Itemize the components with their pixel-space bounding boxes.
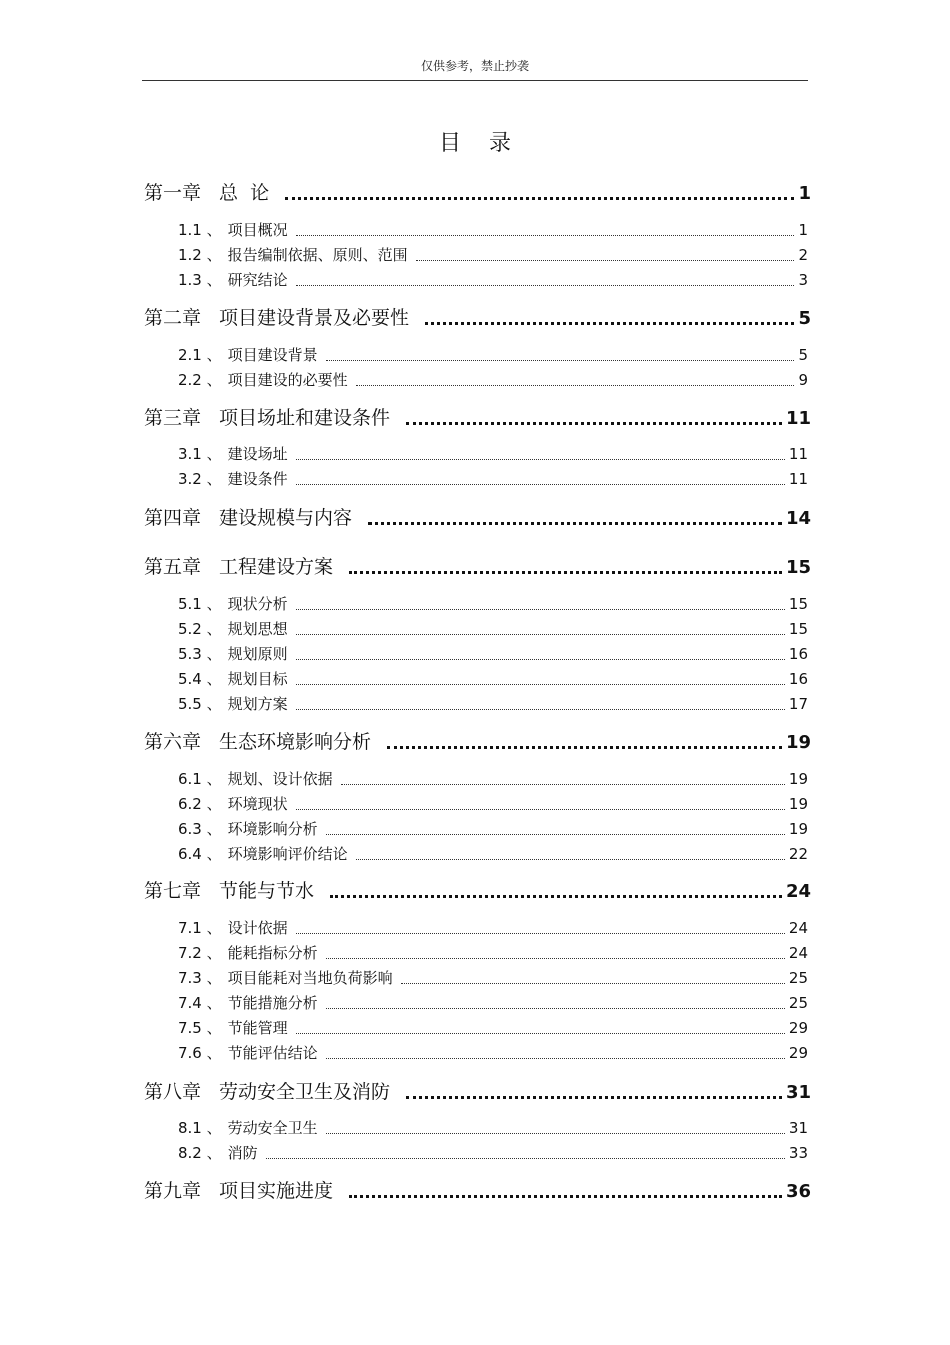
toc-entry-page-number: 31 xyxy=(785,1082,811,1103)
dot-leader xyxy=(326,958,785,959)
dot-leader xyxy=(326,834,785,835)
toc-entry-page-number: 15 xyxy=(788,620,808,638)
toc-entry-number: 第四章 xyxy=(144,507,202,529)
dot-leader xyxy=(387,746,782,749)
toc-entry-title: 规划方案 xyxy=(227,695,288,713)
toc-entry-title: 消防 xyxy=(227,1144,258,1162)
toc-section-entry[interactable] xyxy=(178,219,808,240)
toc-section-entry[interactable] xyxy=(178,917,808,938)
toc-entry-number: 8.1 、 xyxy=(178,1119,222,1137)
toc-entry-page-number: 14 xyxy=(785,508,811,529)
toc-entry-number: 3.1 、 xyxy=(178,445,222,463)
dot-leader xyxy=(330,895,782,898)
dot-leader xyxy=(356,859,785,860)
toc-entry-title: 节能措施分析 xyxy=(227,994,318,1012)
dot-leader xyxy=(326,1008,785,1009)
toc-entry-title: 现状分析 xyxy=(227,595,288,613)
toc-entry-title: 项目能耗对当地负荷影响 xyxy=(227,969,393,987)
toc-section-entry[interactable] xyxy=(178,793,808,814)
toc-entry-title: 规划思想 xyxy=(227,620,288,638)
dot-leader xyxy=(296,634,785,635)
dot-leader xyxy=(416,260,795,261)
toc-section-entry[interactable] xyxy=(178,1117,808,1138)
toc-entry-page-number: 19 xyxy=(788,820,808,838)
toc-entry-page-number: 33 xyxy=(788,1144,808,1162)
dot-leader xyxy=(349,571,782,574)
toc-section-entry[interactable] xyxy=(178,818,808,839)
toc-entry-page-number: 29 xyxy=(788,1019,808,1037)
toc-entry-number: 第七章 xyxy=(144,880,202,902)
toc-entry-number: 6.1 、 xyxy=(178,770,222,788)
toc-chapter-entry[interactable] xyxy=(144,1077,811,1104)
dot-leader xyxy=(285,197,794,200)
toc-entry-number: 5.3 、 xyxy=(178,645,222,663)
toc-entry-title: 规划原则 xyxy=(227,645,288,663)
toc-entry-title: 环境影响评价结论 xyxy=(227,845,348,863)
toc-section-entry[interactable] xyxy=(178,992,808,1013)
toc-entry-page-number: 25 xyxy=(788,969,808,987)
toc-entry-number: 第八章 xyxy=(144,1081,202,1103)
toc-chapter-entry[interactable] xyxy=(144,503,811,530)
toc-chapter-entry[interactable] xyxy=(144,1176,811,1203)
dot-leader xyxy=(296,484,785,485)
toc-entry-page-number: 36 xyxy=(785,1181,811,1202)
toc-entry-page-number: 9 xyxy=(798,371,808,389)
toc-entry-title: 节能管理 xyxy=(227,1019,288,1037)
toc-entry-number: 7.4 、 xyxy=(178,994,222,1012)
toc-entry-number: 1.2 、 xyxy=(178,246,222,264)
toc-entry-title: 规划目标 xyxy=(227,670,288,688)
toc-entry-number: 8.2 、 xyxy=(178,1144,222,1162)
toc-section-entry[interactable] xyxy=(178,643,808,664)
toc-chapter-entry[interactable] xyxy=(144,876,811,903)
dot-leader xyxy=(266,1158,785,1159)
toc-entry-page-number: 2 xyxy=(798,246,808,264)
toc-entry-page-number: 24 xyxy=(785,881,811,902)
toc-title: 目录 xyxy=(438,131,539,156)
toc-entry-title: 设计依据 xyxy=(227,919,288,937)
toc-entry-page-number: 16 xyxy=(788,670,808,688)
toc-entry-page-number: 24 xyxy=(788,919,808,937)
toc-section-entry[interactable] xyxy=(178,344,808,365)
toc-entry-page-number: 5 xyxy=(798,308,811,329)
toc-entry-title: 项目实施进度 xyxy=(219,1180,334,1202)
dot-leader xyxy=(296,235,795,236)
toc-entry-page-number: 31 xyxy=(788,1119,808,1137)
toc-entry-title: 项目场址和建设条件 xyxy=(219,407,391,429)
toc-entry-title: 研究结论 xyxy=(227,271,288,289)
toc-section-entry[interactable] xyxy=(178,443,808,464)
dot-leader xyxy=(406,1096,782,1099)
toc-section-entry[interactable] xyxy=(178,244,808,265)
dot-leader xyxy=(368,522,782,525)
toc-section-entry[interactable] xyxy=(178,618,808,639)
toc-section-entry[interactable] xyxy=(178,967,808,988)
toc-entry-page-number: 29 xyxy=(788,1044,808,1062)
toc-entry-page-number: 15 xyxy=(788,595,808,613)
toc-entry-number: 6.4 、 xyxy=(178,845,222,863)
dot-leader xyxy=(296,285,795,286)
dot-leader xyxy=(296,809,785,810)
toc-entry-number: 第五章 xyxy=(144,556,202,578)
toc-entry-title: 规划、设计依据 xyxy=(227,770,333,788)
toc-entry-number: 5.1 、 xyxy=(178,595,222,613)
toc-entry-title: 节能与节水 xyxy=(219,880,315,902)
toc-entry-page-number: 1 xyxy=(798,183,811,204)
toc-entry-title: 总 论 xyxy=(219,182,270,204)
toc-entry-title: 能耗指标分析 xyxy=(227,944,318,962)
toc-section-entry[interactable] xyxy=(178,668,808,689)
dot-leader xyxy=(296,684,785,685)
toc-section-entry[interactable] xyxy=(178,942,808,963)
dot-leader xyxy=(296,609,785,610)
dot-leader xyxy=(425,322,794,325)
toc-entry-page-number: 24 xyxy=(788,944,808,962)
toc-entry-page-number: 25 xyxy=(788,994,808,1012)
toc-section-entry[interactable] xyxy=(178,369,808,390)
dot-leader xyxy=(326,1058,785,1059)
toc-entry-number: 2.2 、 xyxy=(178,371,222,389)
toc-entry-number: 5.5 、 xyxy=(178,695,222,713)
toc-section-entry[interactable] xyxy=(178,468,808,489)
toc-entry-number: 2.1 、 xyxy=(178,346,222,364)
toc-entry-title: 报告编制依据、原则、范围 xyxy=(227,246,408,264)
toc-entry-number: 1.1 、 xyxy=(178,221,222,239)
toc-entry-page-number: 11 xyxy=(785,408,811,429)
dot-leader xyxy=(296,709,785,710)
toc-chapter-entry[interactable] xyxy=(144,727,811,754)
dot-leader xyxy=(296,459,785,460)
toc-entry-title: 环境现状 xyxy=(227,795,288,813)
toc-entry-number: 7.1 、 xyxy=(178,919,222,937)
toc-entry-title: 项目概况 xyxy=(227,221,288,239)
toc-entry-number: 3.2 、 xyxy=(178,470,222,488)
dot-leader xyxy=(341,784,785,785)
toc-entry-page-number: 16 xyxy=(788,645,808,663)
toc-entry-title: 生态环境影响分析 xyxy=(219,731,372,753)
dot-leader xyxy=(296,659,785,660)
toc-entry-page-number: 19 xyxy=(785,732,811,753)
header-note: 仅供参考，禁止抄袭 xyxy=(420,59,529,73)
toc-chapter-entry[interactable] xyxy=(144,552,811,579)
toc-section-entry[interactable] xyxy=(178,1142,808,1163)
toc-entry-title: 环境影响分析 xyxy=(227,820,318,838)
toc-entry-number: 7.6 、 xyxy=(178,1044,222,1062)
toc-entry-number: 第三章 xyxy=(144,407,202,429)
toc-entry-number: 第九章 xyxy=(144,1180,202,1202)
toc-entry-page-number: 5 xyxy=(798,346,808,364)
dot-leader xyxy=(296,933,785,934)
toc-chapter-entry[interactable] xyxy=(144,303,811,330)
toc-section-entry[interactable] xyxy=(178,843,808,864)
toc-entry-number: 第一章 xyxy=(144,182,202,204)
toc-entry-title: 工程建设方案 xyxy=(219,556,334,578)
toc-entry-page-number: 1 xyxy=(798,221,808,239)
dot-leader xyxy=(326,1133,785,1134)
toc-entry-title: 建设场址 xyxy=(227,445,288,463)
toc-entry-title: 建设规模与内容 xyxy=(219,507,353,529)
toc-entry-page-number: 11 xyxy=(788,470,808,488)
toc-entry-number: 1.3 、 xyxy=(178,271,222,289)
toc-section-entry[interactable] xyxy=(178,768,808,789)
toc-entry-number: 6.3 、 xyxy=(178,820,222,838)
toc-section-entry[interactable] xyxy=(178,1042,808,1063)
toc-entry-title: 项目建设背景及必要性 xyxy=(219,307,410,329)
dot-leader xyxy=(356,385,795,386)
toc-entry-page-number: 19 xyxy=(788,770,808,788)
dot-leader xyxy=(401,983,785,984)
dot-leader xyxy=(406,422,782,425)
toc-entry-page-number: 11 xyxy=(788,445,808,463)
toc-section-entry[interactable] xyxy=(178,269,808,290)
toc-section-entry[interactable] xyxy=(178,1017,808,1038)
toc-entry-number: 5.2 、 xyxy=(178,620,222,638)
toc-chapter-entry[interactable] xyxy=(144,178,811,205)
toc-entry-page-number: 19 xyxy=(788,795,808,813)
toc-entry-number: 5.4 、 xyxy=(178,670,222,688)
toc-entry-page-number: 15 xyxy=(785,557,811,578)
toc-section-entry[interactable] xyxy=(178,593,808,614)
toc-entry-title: 节能评估结论 xyxy=(227,1044,318,1062)
toc-entry-number: 7.2 、 xyxy=(178,944,222,962)
toc-entry-page-number: 22 xyxy=(788,845,808,863)
toc-entry-number: 第六章 xyxy=(144,731,202,753)
toc-entry-title: 项目建设的必要性 xyxy=(227,371,348,389)
toc-chapter-entry[interactable] xyxy=(144,403,811,430)
toc-entry-title: 劳动安全卫生及消防 xyxy=(219,1081,391,1103)
toc-entry-number: 7.5 、 xyxy=(178,1019,222,1037)
toc-entry-page-number: 3 xyxy=(798,271,808,289)
toc-entry-page-number: 17 xyxy=(788,695,808,713)
toc-entry-title: 劳动安全卫生 xyxy=(227,1119,318,1137)
toc-entry-number: 7.3 、 xyxy=(178,969,222,987)
toc-entry-title: 项目建设背景 xyxy=(227,346,318,364)
toc-entry-number: 6.2 、 xyxy=(178,795,222,813)
toc-entry-title: 建设条件 xyxy=(227,470,288,488)
toc-entry-number: 第二章 xyxy=(144,307,202,329)
dot-leader xyxy=(296,1033,785,1034)
dot-leader xyxy=(326,360,795,361)
dot-leader xyxy=(349,1195,782,1198)
toc-section-entry[interactable] xyxy=(178,693,808,714)
